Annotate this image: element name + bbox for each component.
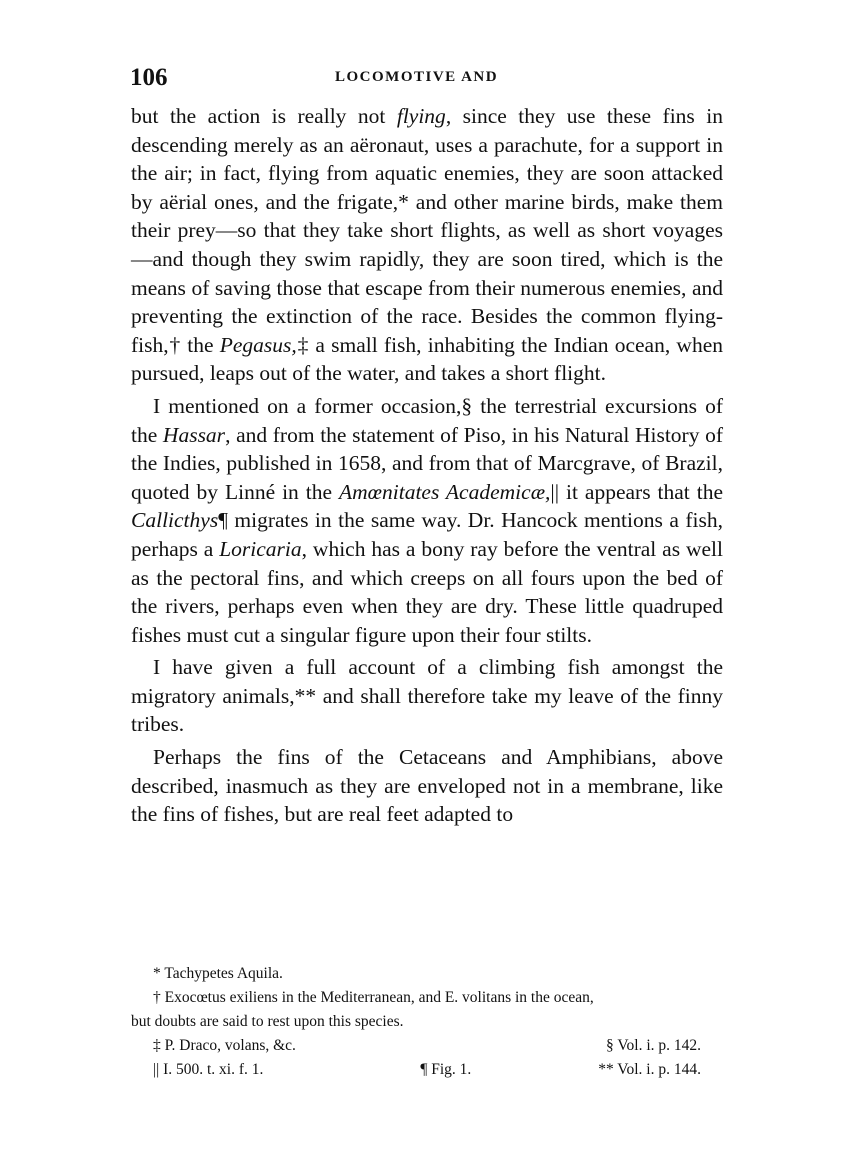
paragraph [131,653,723,739]
text-run: ¶ migrates in the same way. Dr. Hancock mentions a fish, perhaps a [131,508,723,561]
footnote-row [131,1034,723,1058]
footnote-asterisk: * Tachypetes Aquila. [153,965,283,982]
body-text [131,102,723,829]
text-run: , which has a bony ray before the ventral as well as the pectoral fins, and which creeps on all fours upon the bed of the rivers, perhaps even when they are dry. These little quadruped fishes must cut a singular figure upon their four stilts. [131,536,723,647]
footnote-dagger-line2: but doubts are said to rest upon this species. [131,1013,404,1030]
paragraph [131,392,723,649]
text-run: ‡ a small fish, inhabiting the Indian ocean, when pursued, leaps out of the water, and takes a short flight. [131,332,723,386]
italic-term: Hassar [162,422,226,447]
footnote-dagger-line1: † Exocœtus exiliens in the Mediterranean, and E. volitans in the ocean, [153,989,594,1006]
text-run: , since they use these fins in descending merely as an aëronaut, uses a parachute, for a support in the air; in fact, flying from aquatic enemies, they are soon attacked by aërial ones, and the frigate,* and other marine birds, make them their prey—so that they take short flights, as well as short voyages—and though they swim rapidly, they are soon tired, which is the means of saving those that escape from their numerous enemies, and preventing the extinction of the race. Besides the common flying-fish,† the [131,104,723,357]
footnote-row [131,1058,723,1082]
italic-term: Callicthys [131,508,219,533]
footnote-pilcrow: ¶ Fig. 1. [420,1061,472,1078]
page-header [130,64,722,92]
footnote-parallel: || I. 500. t. xi. f. 1. [153,1061,264,1078]
italic-term: Pegasus, [219,332,297,357]
footnote-section: § Vol. i. p. 142. [605,1037,701,1054]
text-run: I have given a full account of a climbing fish amongst the migratory animals,** and shall therefore take my leave of the finny tribes. [131,655,723,737]
paragraph [131,102,723,388]
text-run: , and from the statement of Piso, in his Natural History of the Indies, published in 1658, and from that of Marcgrave, of Brazil, quoted by Linné in the [131,422,723,504]
text-run: I mentioned on a former occasion,§ the terrestrial excursions of the [131,393,723,447]
footnote-double-dagger: ‡ P. Draco, volans, &c. [153,1037,296,1054]
paragraph [131,743,723,829]
italic-term: Amœnitates Academicæ, [339,479,551,504]
page-number: 106 [130,64,168,91]
text-run: || it appears that the [550,479,724,504]
footnotes [131,962,723,1082]
footnote-double-asterisk: ** Vol. i. p. 144. [598,1061,701,1078]
italic-term: flying [396,104,446,128]
text-run: but the action is really not [131,104,397,128]
italic-term: Loricaria [219,536,302,561]
text-run: Perhaps the fins of the Cetaceans and Amphibians, above described, inasmuch as they are enveloped not in a membrane, like the fins of fishes, but are real feet adapted to [131,745,723,827]
running-head: LOCOMOTIVE AND [335,69,499,85]
